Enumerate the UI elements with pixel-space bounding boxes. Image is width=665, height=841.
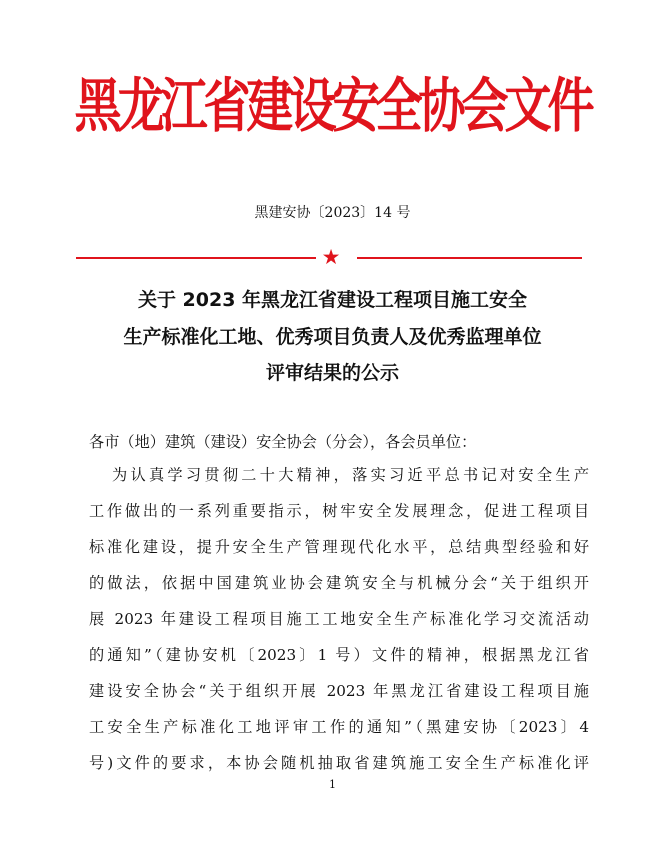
body-text-line: 号)文件的要求，本协会随机抽取省建筑施工安全生产标准化评 (89, 754, 589, 772)
body-text-line: 为认真学习贯彻二十大精神，落实习近平总书记对安全生产 (112, 466, 589, 484)
body-text-line: 展 2023 年建设工程项目施工工地安全生产标准化学习交流活动 (89, 610, 589, 628)
star-icon: ★ (321, 245, 341, 269)
page-number: 1 (329, 778, 336, 791)
document-header-title: 黑龙江省建设安全协会文件 (74, 72, 591, 141)
body-text-line: 标准化建设，提升安全生产管理现代化水平，总结典型经验和好 (89, 538, 589, 556)
notice-title-line-2: 生产标准化工地、优秀项目负责人及优秀监理单位 (123, 326, 542, 348)
body-text-line: 的通知”（建协安机〔2023〕1 号）文件的精神，根据黑龙江省 (89, 646, 589, 664)
body-text-line: 建设安全协会“关于组织开展 2023 年黑龙江省建设工程项目施 (89, 682, 589, 700)
notice-title-line-3: 评审结果的公示 (265, 362, 399, 384)
body-text-line: 的做法，依据中国建筑业协会建筑安全与机械分会“关于组织开 (89, 574, 589, 592)
body-text-line: 工安全生产标准化工地评审工作的通知”（黑建安协〔2023〕4 (89, 718, 589, 736)
red-divider-left (76, 257, 316, 259)
notice-title-line-1: 关于 2023 年黑龙江省建设工程项目施工安全 (137, 289, 528, 311)
document-number: 黑建安协〔2023〕14 号 (254, 205, 411, 221)
salutation: 各市（地）建筑（建设）安全协会（分会），各会员单位： (89, 433, 477, 451)
body-text-line: 工作做出的一系列重要指示，树牢安全发展理念，促进工程项目 (89, 502, 589, 520)
red-divider-right (357, 257, 582, 259)
